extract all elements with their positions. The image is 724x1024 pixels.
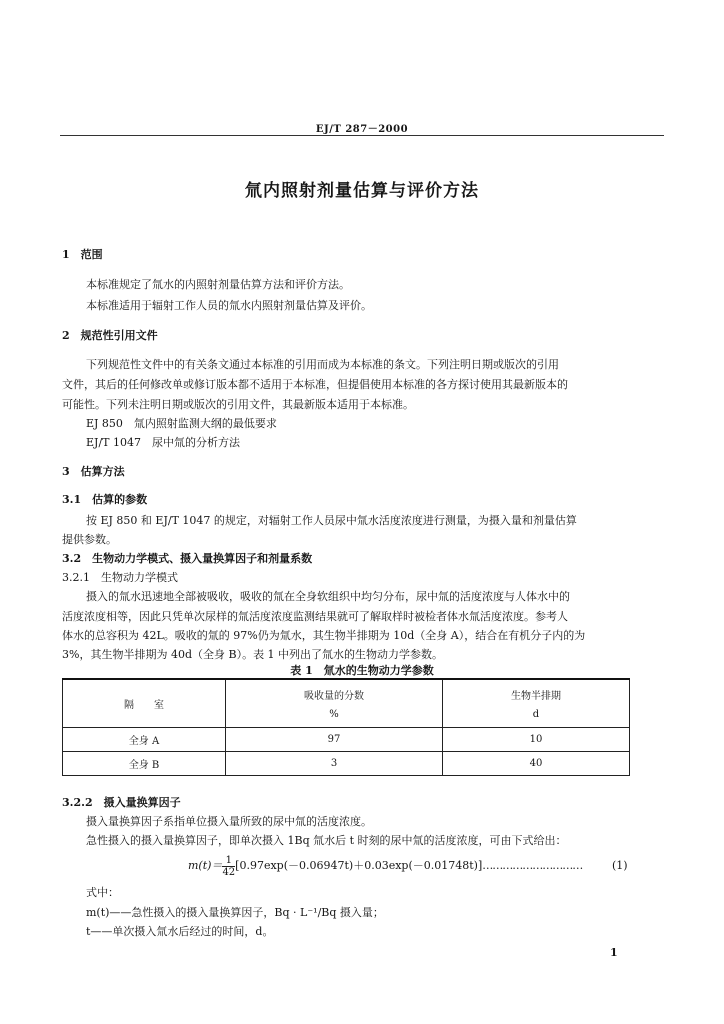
- section-3-2-1-line-1: 摄入的氚水迅速地全部被吸收，吸收的氚在全身软组织中均匀分布，尿中氚的活度浓度与人体水中的: [86, 590, 570, 603]
- page-title: 氚内照射剂量估算与评价方法: [245, 181, 479, 201]
- section-3-2-1-line-4: 3%，其生物半排期为 40d（全身 B）。表 1 中列出了氚水的生物动力学参数。: [62, 648, 444, 661]
- section-3-1-line-1: 按 EJ 850 和 EJ/T 1047 的规定，对辐射工作人员尿中氚水活度浓度进行测量，为摄入量和剂量估算: [86, 514, 577, 527]
- equation-rhs: [0.97exp(－0.06947t)＋0.03exp(－0.01748t)]: [235, 859, 483, 872]
- section-2-line-3: 可能性。下列未注明日期或版次的引用文件，其最新版本适用于本标准。: [62, 398, 414, 411]
- section-1-paragraph-1: 本标准规定了氚水的内照射剂量估算方法和评价方法。: [86, 278, 350, 291]
- page-number: 1: [610, 946, 618, 959]
- reference-ej-850: EJ 850 氚内照射监测大纲的最低要求: [86, 417, 277, 430]
- header-fraction: 吸收量的分数 %: [226, 679, 443, 727]
- table-row: [63, 727, 630, 751]
- section-2-heading: 2 规范性引用文件: [62, 329, 158, 342]
- section-1-heading: 1 范围: [62, 248, 103, 261]
- section-3-heading: 3 估算方法: [62, 465, 125, 478]
- equation-number: (1): [612, 859, 628, 872]
- section-2-line-1: 下列规范性文件中的有关条文通过本标准的引用而成为本标准的条文。下列注明日期或版次的引用: [86, 358, 559, 371]
- cell-halflife: 10: [443, 727, 630, 751]
- section-3-1-line-2: 提供参数。: [62, 533, 117, 546]
- section-3-2-2-line-1: 摄入量换算因子系指单位摄入量所致的尿中氚的活度浓度。: [86, 815, 372, 828]
- section-3-2-1-line-2: 活度浓度相等，因此只凭单次尿样的氚活度浓度监测结果就可了解取样时被检者体水氚活度浓度。参考人: [62, 610, 568, 623]
- equation-leader-dots: …………………………: [482, 859, 583, 872]
- cell-halflife: 40: [443, 751, 630, 775]
- header-rule: [60, 135, 664, 136]
- header-compartment: 隔 室: [63, 679, 226, 727]
- header-halflife: 生物半排期 d: [443, 679, 630, 727]
- where-label: 式中：: [86, 886, 119, 899]
- equation-fraction: $\frac{1}{42}$: [222, 854, 236, 878]
- section-3-2-1-heading: 3.2.1 生物动力学模式: [62, 571, 178, 584]
- table-row: [63, 751, 630, 775]
- definition-t: t——单次摄入氚水后经过的时间，d。: [86, 925, 274, 938]
- section-2-line-2: 文件，其后的任何修改单或修订版本都不适用于本标准，但提倡使用本标准的各方探讨使用其最新版本的: [62, 378, 568, 391]
- equation-1: [188, 852, 582, 880]
- header-code: EJ/T 287－2000: [315, 124, 409, 135]
- section-1-paragraph-2: 本标准适用于辐射工作人员的氚水内照射剂量估算及评价。: [86, 299, 372, 312]
- cell-fraction: 97: [226, 727, 443, 751]
- section-3-2-1-line-3: 体水的总容积为 42L。吸收的氚的 97%仍为氚水，其生物半排期为 10d（全身 A），结合在有机分子内的为: [62, 629, 586, 642]
- cell-fraction: 3: [226, 751, 443, 775]
- section-3-2-2-heading: 3.2.2 摄入量换算因子: [62, 796, 181, 809]
- reference-ejt-1047: EJ/T 1047 尿中氚的分析方法: [86, 436, 240, 449]
- table-1-caption: 表 1 氚水的生物动力学参数: [290, 664, 434, 677]
- table-1: [62, 678, 630, 776]
- definition-m-t: m(t)——急性摄入的摄入量换算因子，Bq · L⁻¹/Bq 摄入量；: [86, 906, 384, 919]
- section-3-1-heading: 3.1 估算的参数: [62, 493, 148, 506]
- cell-name: 全身 A: [63, 727, 226, 751]
- equation-lhs: m(t)＝: [188, 859, 223, 872]
- section-3-2-heading: 3.2 生物动力学模式、摄入量换算因子和剂量系数: [62, 552, 313, 565]
- cell-name: 全身 B: [63, 751, 226, 775]
- section-3-2-2-line-2: 急性摄入的摄入量换算因子，即单次摄入 1Bq 氚水后 t 时刻的尿中氚的活度浓度，可由下式给出：: [86, 834, 567, 847]
